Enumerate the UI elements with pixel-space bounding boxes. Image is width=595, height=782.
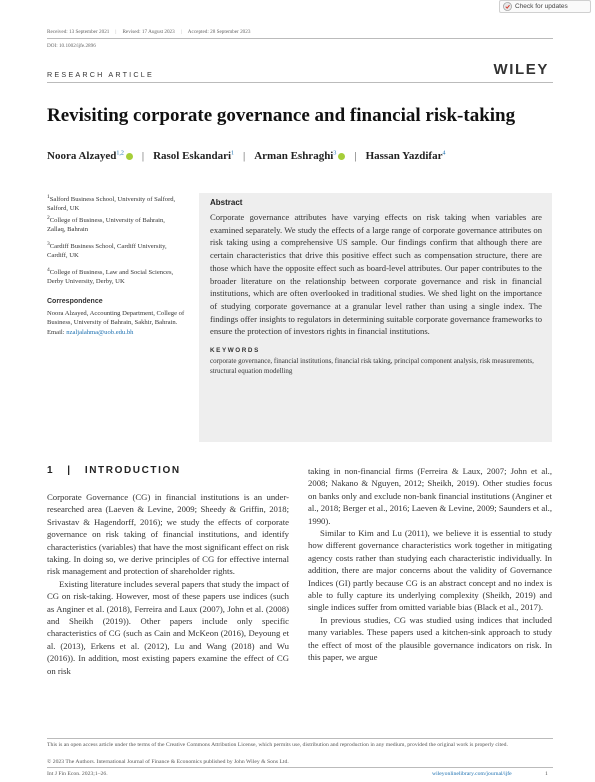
publisher-logo: WILEY	[493, 61, 549, 78]
paragraph: Similar to Kim and Lu (2011), we believe it is essential to study how different governance characteristics work together in mitigating agency costs rather than studying each characteristic individually. In addition, there are major concerns about the validity of Governance Indices (GI) partly because CG is an abstract concept and no index is able to fully capture its underlying complexity (Sheikh, 2019) and single indices suffer from omitted variable bias (Black et al., 2017).	[308, 528, 552, 613]
orcid-icon[interactable]	[338, 153, 345, 160]
footer-rule	[47, 767, 553, 768]
check-for-updates-label: Check for updates	[515, 3, 568, 10]
footer-divider	[47, 738, 553, 739]
revised-date: Revised: 17 August 2023	[122, 29, 175, 35]
email-link[interactable]: nzaljalahma@uob.edu.bh	[66, 328, 134, 336]
paragraph: taking in non-financial firms (Ferreira & Laux, 2007; John et al., 2008; Nakano & Nguyen, 2012; Sheikh, 2019). Other studies focus on banks only and exclude non-bank financial institutions (Anginer et al., 2018; Berger et al., 2016; Laeven & Levine, 2009; Saunders et al., 1990).	[308, 466, 552, 526]
header-divider	[47, 38, 553, 39]
keywords-list: corporate governance, financial institutions, financial risk taking, principal component analysis, risk measurements, structural equation modelling	[210, 357, 534, 375]
affiliation: $^1$Salford Business School, University of Salford, Salford, UK	[47, 194, 176, 213]
journal-citation: Int J Fin Econ. 2023;1–26.	[47, 771, 108, 777]
author-separator: |	[141, 150, 145, 162]
license-note: This is an open access article under the terms of the Creative Commons Attribution License, which permits use, distribution and reproduction in any medium, provided the original work is properly cited.	[47, 742, 508, 748]
left-column	[47, 491, 289, 677]
author-separator: |	[243, 150, 246, 162]
header-rule	[47, 82, 553, 83]
author-separator: |	[354, 150, 357, 162]
right-column	[308, 465, 552, 664]
abstract-box	[199, 193, 552, 442]
affiliation: $^4$College of Business, Law and Social Sciences, Derby University, Derby, UK	[47, 267, 174, 286]
date-separator: |	[115, 29, 117, 35]
abstract-text: Corporate governance attributes have varying effects on risk taking when variables are examined separately. We study the effects of a large range of corporate governance attributes on risk taking using a comprehensive US sample. Our findings confirm that although there are certain characteristics that drive this positive effect such as compensation structure, there are those which have the opposite effect such as board-level attributes. Our paper contributes to the broader literature on the relationship between corporate governance and risk in financial institutions, which are often overlooked in traditional studies. We shed light on the importance of studying corporate governance at a granular level rather than using a single index. The findings offer insights to regulators in determining suitable corporate governance frameworks to ensure the protection of investors rights in financial institutions.	[210, 212, 542, 337]
keywords-heading: KEYWORDS	[210, 347, 260, 355]
copyright-note: © 2023 The Authors. International Journal of Finance & Economics published by John Wiley & Sons Ltd.	[47, 759, 289, 765]
correspondence-heading: Correspondence	[47, 298, 103, 305]
author[interactable]: Noora Alzayed$^{1,2}$	[47, 150, 133, 162]
received-date: Received: 13 September 2021	[47, 29, 110, 35]
paragraph: Corporate Governance (CG) in financial institutions is an under-researched area (Laeven & Levine, 2009; Sheedy & Griffin, 2018; Srivastav & Hagendorff, 2016); we study the effects of corporate governance on risk taking of financial institutions, and identify characteristics (variables) that have the most significant effect on risk taking. In doing so, we derive principles of CG for effective internal risk management and protection of shareholder rights.	[47, 492, 289, 577]
article-dates	[47, 29, 250, 35]
page-number: 1	[545, 771, 548, 777]
abstract-heading: Abstract	[210, 198, 243, 207]
article-type: RESEARCH ARTICLE	[47, 70, 154, 79]
orcid-icon[interactable]	[126, 153, 133, 160]
article-title: Revisiting corporate governance and financial risk-taking	[47, 105, 516, 126]
affiliation: $^2$College of Business, University of Bahrain, Zallaq, Bahrain	[47, 215, 165, 234]
author[interactable]: Rasol Eskandari$^1$	[153, 150, 235, 162]
author-list	[47, 150, 445, 162]
author[interactable]: Hassan Yazdifar$^4$	[365, 150, 446, 162]
correspondence-text: Noora Alzayed, Accounting Department, College of Business, University of Bahrain, Sakhir, Bahrain. Email: nzaljalahma@uob.edu.bh	[47, 310, 185, 336]
paragraph: Existing literature includes several papers that study the impact of CG on risk-taking. However, most of these papers use indices (such as Anginer et al. (2018), Ferreira and Laux (2007), John et al. (2008) and Sheikh (2019)). Other papers include only specific characteristics of CG (such as Cain and McKeon (2016), Deyoung et al. (2013), Erkens et al. (2012), Lu and Wang (2018) and Wu (2016)). In addition, most existing papers examine the effect of CG on risk	[47, 578, 289, 676]
affiliation: $^3$Cardiff Business School, Cardiff University, Cardiff, UK	[47, 241, 167, 260]
update-icon	[503, 2, 512, 11]
accepted-date: Accepted: 28 September 2023	[187, 29, 251, 35]
journal-url[interactable]: wileyonlinelibrary.com/journal/ijfe	[432, 771, 512, 777]
section-heading: 1 | INTRODUCTION	[47, 465, 181, 476]
doi: DOI: 10.1002/ijfe.2896	[47, 43, 96, 49]
author[interactable]: Arman Eshraghi$^3$	[254, 150, 345, 162]
paragraph: In previous studies, CG was studied using indices that included many variables. These papers used a kitchen-sink approach to study the effect of most of the plausible governance indicators on risk. In this paper, we argue	[308, 614, 552, 663]
date-separator: |	[180, 29, 182, 35]
check-for-updates-badge[interactable]	[499, 0, 591, 13]
